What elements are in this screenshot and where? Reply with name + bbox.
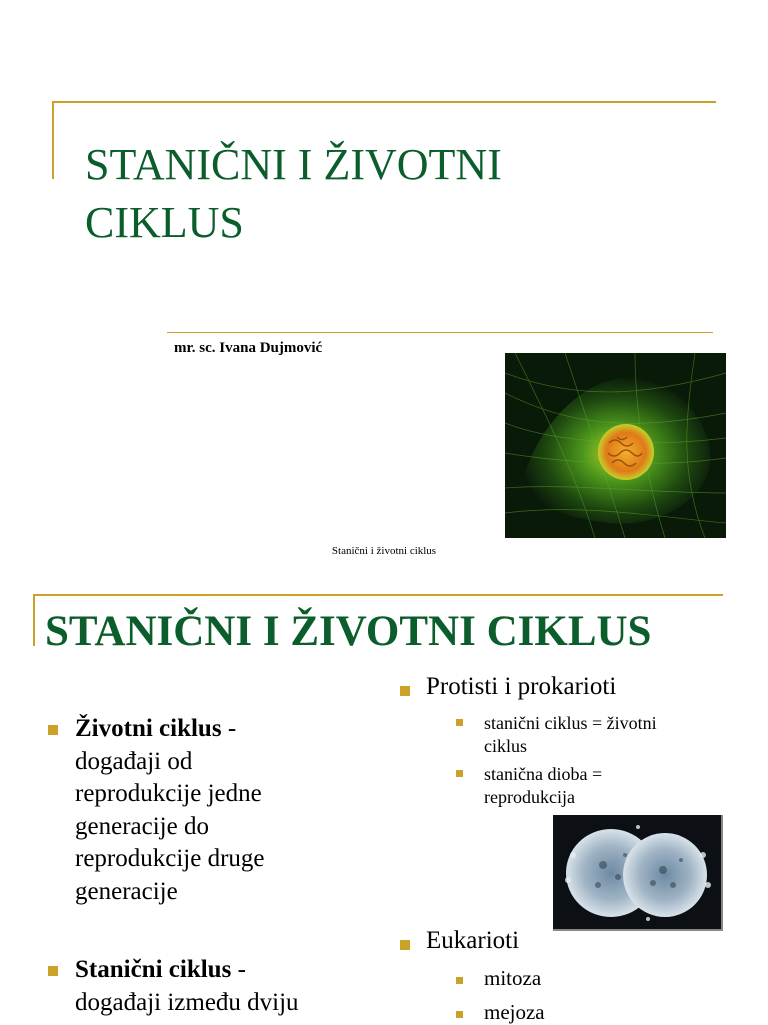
slide-footer: Stanični i životni ciklus <box>331 545 437 557</box>
term-zivotni-ciklus: Životni ciklus <box>75 715 222 742</box>
def-line: događaji od <box>75 747 193 775</box>
term-stanicni-ciklus: Stanični ciklus <box>75 956 232 983</box>
def-line: reprodukcije jedne <box>75 780 262 807</box>
bullet-eukarioti: Eukarioti <box>426 927 520 954</box>
bullet-icon <box>48 725 58 735</box>
slide2-top-rule <box>33 594 723 596</box>
slide-title <box>85 136 645 252</box>
def-line: reprodukcije druge <box>75 845 265 872</box>
subtitle-rule <box>167 332 713 333</box>
def-line: događaji između dviju <box>75 988 299 1016</box>
left-rule <box>52 101 54 179</box>
sub-bullet-icon <box>456 1011 463 1018</box>
slide2-left-rule <box>33 594 35 646</box>
bullet-icon <box>48 966 58 976</box>
sub-line: reprodukcija <box>484 787 575 807</box>
top-rule <box>52 101 716 103</box>
slide2-title: STANIČNI I ŽIVOTNI CIKLUS <box>45 608 652 655</box>
sub-bullet-icon <box>456 770 463 777</box>
title-line-1: STANIČNI I ŽIVOTNI <box>85 140 502 189</box>
sub-bullet-stanicna-dioba <box>484 763 602 809</box>
bullet-icon <box>400 686 410 696</box>
def-line: generacije <box>75 877 178 905</box>
bullet-icon <box>400 940 410 950</box>
sub-bullet-mitoza: mitoza <box>484 966 542 990</box>
bullet-zivotni-ciklus <box>75 713 395 908</box>
bullet-protisti: Protisti i prokarioti <box>426 673 617 700</box>
bullet-stanicni-ciklus <box>75 954 395 1019</box>
dash: - <box>231 956 246 983</box>
dash: - <box>221 715 237 742</box>
dividing-cell-micrograph <box>553 815 723 931</box>
def-line: generacije do <box>75 812 209 840</box>
author-name: mr. sc. Ivana Dujmović <box>174 340 323 356</box>
sub-bullet-stanicni-ciklus <box>484 712 657 758</box>
sub-line: ciklus <box>484 736 527 756</box>
sub-bullet-mejoza: mejoza <box>484 1000 545 1024</box>
sub-line: stanična dioba = <box>484 764 603 784</box>
title-line-2: CIKLUS <box>85 198 244 247</box>
cell-fluorescence-image <box>505 353 726 538</box>
sub-line: stanični ciklus = životni <box>484 713 657 733</box>
sub-bullet-icon <box>456 977 463 984</box>
sub-bullet-icon <box>456 719 463 726</box>
